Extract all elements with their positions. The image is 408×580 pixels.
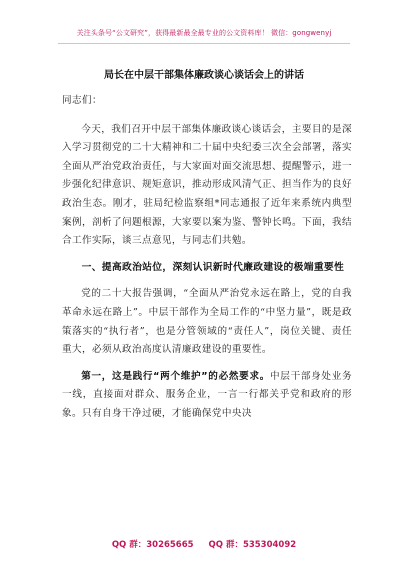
section-heading-1: 一、提高政治站位，深刻认识新时代廉政建设的极端重要性	[81, 261, 345, 273]
footer-qq-group-2: QQ 群：535304092	[208, 540, 297, 550]
footer-contact	[0, 538, 408, 550]
document-title: 局长在中层干部集体廉政谈心谈话会上的讲话	[104, 70, 304, 81]
point-1-paragraph	[62, 368, 352, 424]
document-body	[62, 92, 352, 432]
section-1-paragraph: 党的二十大报告强调，“全面从严治党永远在路上，党的自我革命永远在路上”。中层干部作为全局工作的“中坚力量”，既是政策落实的“执行者”，也是分管领域的“责任人”，岗位关键、责任重大，必须从政治高度认清廉政建设的重要性。	[62, 288, 352, 356]
point-1-lead: 第一，这是践行“两个维护”的必然要求。	[81, 370, 271, 382]
point-1-text: 中层干部身处业务一线，直接面对群众、服务企业，一言一行都关乎党和政府的形象。只有自身干净过硬，才能确保党中央决	[62, 370, 352, 419]
header-divider	[58, 43, 350, 44]
footer-qq-group-1: QQ 群：30265665	[111, 540, 194, 550]
header-promo-note: 关注头条号“公文研究”，获得最新最全最专业的公文资料库！ 微信：gongwenyj	[76, 29, 332, 37]
intro-paragraph: 今天，我们召开中层干部集体廉政谈心谈话会，主要目的是深入学习贯彻党的二十大精神和二十届中央纪委三次全会部署，落实全面从严治党政治责任，与大家面对面交流思想、提醒警示，进一步强化纪律意识、规矩意识，推动形成风清气正、担当作为的良好政治生态。刚才，驻局纪检监察组*同志通报了近年来系统内典型案例，剖析了问题根源，大家要以案为鉴、警钟长鸣。下面，我结合工作实际，谈三点意见，与同志们共勉。	[62, 123, 352, 247]
salutation: 同志们：	[62, 95, 102, 106]
